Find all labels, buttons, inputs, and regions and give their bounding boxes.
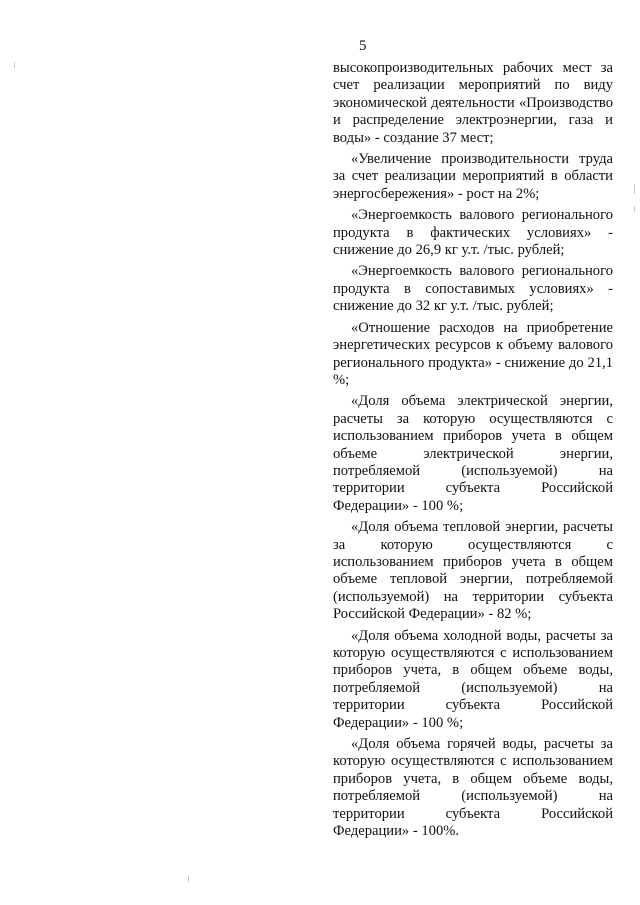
paragraph-hot-water-share: «Доля объема горячей воды, расчеты за которую осуществляются с использованием приборов учета, в общем объеме воды, потребляемой (используемой) на территории субъекта Российской Федерации» - 100%. [333, 736, 613, 840]
paragraph-cold-water-share: «Доля объема холодной воды, расчеты за которую осуществляются с использованием приборов учета, в общем объеме воды, потребляемой (используемой) на территории субъекта Российской Федерации» - 100 %; [333, 627, 613, 731]
paragraph-labor-productivity: «Увеличение производительности труда за счет реализации мероприятий в области энергосбережения» - рост на 2%; [333, 151, 613, 202]
scan-artifact-right [634, 184, 635, 194]
paragraph-continuation: высокопроизводительных рабочих мест за счет реализации мероприятий по виду экономической деятельности «Производство и распределение электроэнергии, газа и воды» - создание 37 мест; [333, 60, 613, 146]
scan-artifact-left [14, 62, 15, 68]
page-number: 5 [359, 38, 367, 54]
paragraph-thermal-energy-share: «Доля объема тепловой энергии, расчеты за которую осуществляются с использованием приборов учета в общем объеме тепловой энергии, потребляемой (используемой) на территории субъекта Российской Федерации» - 82 %; [333, 519, 613, 623]
body-text [333, 60, 613, 844]
paragraph-electric-energy-share: «Доля объема электрической энергии, расчеты за которую осуществляются с использованием приборов учета в общем объеме электрической энергии, потребляемой (используемой) на территории субъекта Российской Федерации» - 100 %; [333, 393, 613, 514]
paragraph-energy-intensity-actual: «Энергоемкость валового регионального продукта в фактических условиях» - снижение до 26,9 кг у.т. /тыс. рублей; [333, 207, 613, 259]
scan-artifact-bottom [188, 876, 189, 882]
paragraph-energy-intensity-comparable: «Энергоемкость валового регионального продукта в сопоставимых условиях» - снижение до 32 кг у.т. /тыс. рублей; [333, 263, 613, 315]
scan-artifact-right-2 [634, 206, 635, 212]
paragraph-expenses-ratio: «Отношение расходов на приобретение энергетических ресурсов к объему валового регионального продукта» - снижение до 21,1 %; [333, 319, 613, 388]
